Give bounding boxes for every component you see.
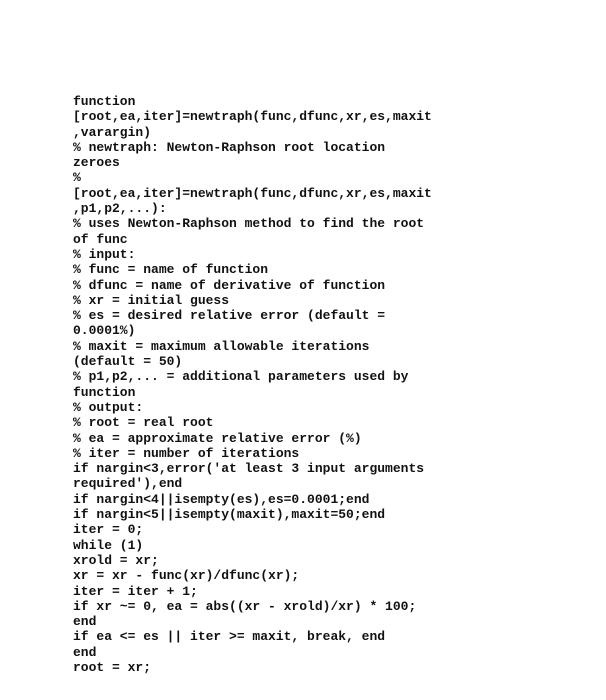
- code-line: end: [73, 644, 97, 660]
- code-line: if ea <= es || iter >= maxit, break, end: [73, 629, 386, 645]
- code-line: % maxit = maximum allowable iterations: [73, 338, 370, 354]
- code-line: % es = desired relative error (default =: [73, 308, 386, 324]
- code-line: while (1): [73, 537, 144, 553]
- code-line: end: [73, 614, 97, 630]
- code-line: if nargin<3,error('at least 3 input arguments: [73, 461, 425, 477]
- code-line: function: [73, 94, 136, 109]
- code-line: iter = iter + 1;: [73, 583, 198, 599]
- code-line: if xr ~= 0, ea = abs((xr - xrold)/xr) * 100;: [73, 598, 417, 614]
- code-line: % iter = number of iterations: [73, 445, 300, 461]
- code-line: ,p1,p2,...):: [73, 201, 167, 217]
- code-line: if nargin<5||isempty(maxit),maxit=50;end: [73, 507, 386, 523]
- code-line: % output:: [73, 399, 144, 415]
- code-line: [root,ea,iter]=newtraph(func,dfunc,xr,es,maxit: [73, 185, 432, 201]
- code-line: zeroes: [73, 155, 120, 171]
- code-line: root = xr;: [73, 659, 152, 675]
- code-line: required'),end: [73, 476, 183, 492]
- code-line: of func: [73, 231, 128, 247]
- code-line: %: [73, 170, 81, 186]
- code-line: xr = xr - func(xr)/dfunc(xr);: [73, 568, 300, 584]
- code-line: xrold = xr;: [73, 552, 159, 568]
- code-line: % dfunc = name of derivative of function: [73, 277, 386, 293]
- code-line: (default = 50): [73, 354, 183, 370]
- code-line: % input:: [73, 246, 136, 262]
- code-line: % func = name of function: [73, 262, 269, 278]
- matlab-code-listing: [73, 94, 593, 675]
- code-line: % p1,p2,... = additional parameters used by: [73, 369, 409, 385]
- code-line: % uses Newton-Raphson method to find the root: [73, 216, 425, 232]
- code-line: function: [73, 384, 136, 400]
- code-line: 0.0001%): [73, 323, 136, 339]
- code-line: % ea = approximate relative error (%): [73, 430, 362, 446]
- code-line: if nargin<4||isempty(es),es=0.0001;end: [73, 491, 370, 507]
- code-line: % newtraph: Newton-Raphson root location: [73, 139, 386, 155]
- code-line: ,varargin): [73, 124, 152, 140]
- code-line: iter = 0;: [73, 522, 144, 538]
- code-line: % xr = initial guess: [73, 292, 230, 308]
- code-line: [root,ea,iter]=newtraph(func,dfunc,xr,es,maxit: [73, 109, 432, 125]
- code-line: % root = real root: [73, 415, 214, 431]
